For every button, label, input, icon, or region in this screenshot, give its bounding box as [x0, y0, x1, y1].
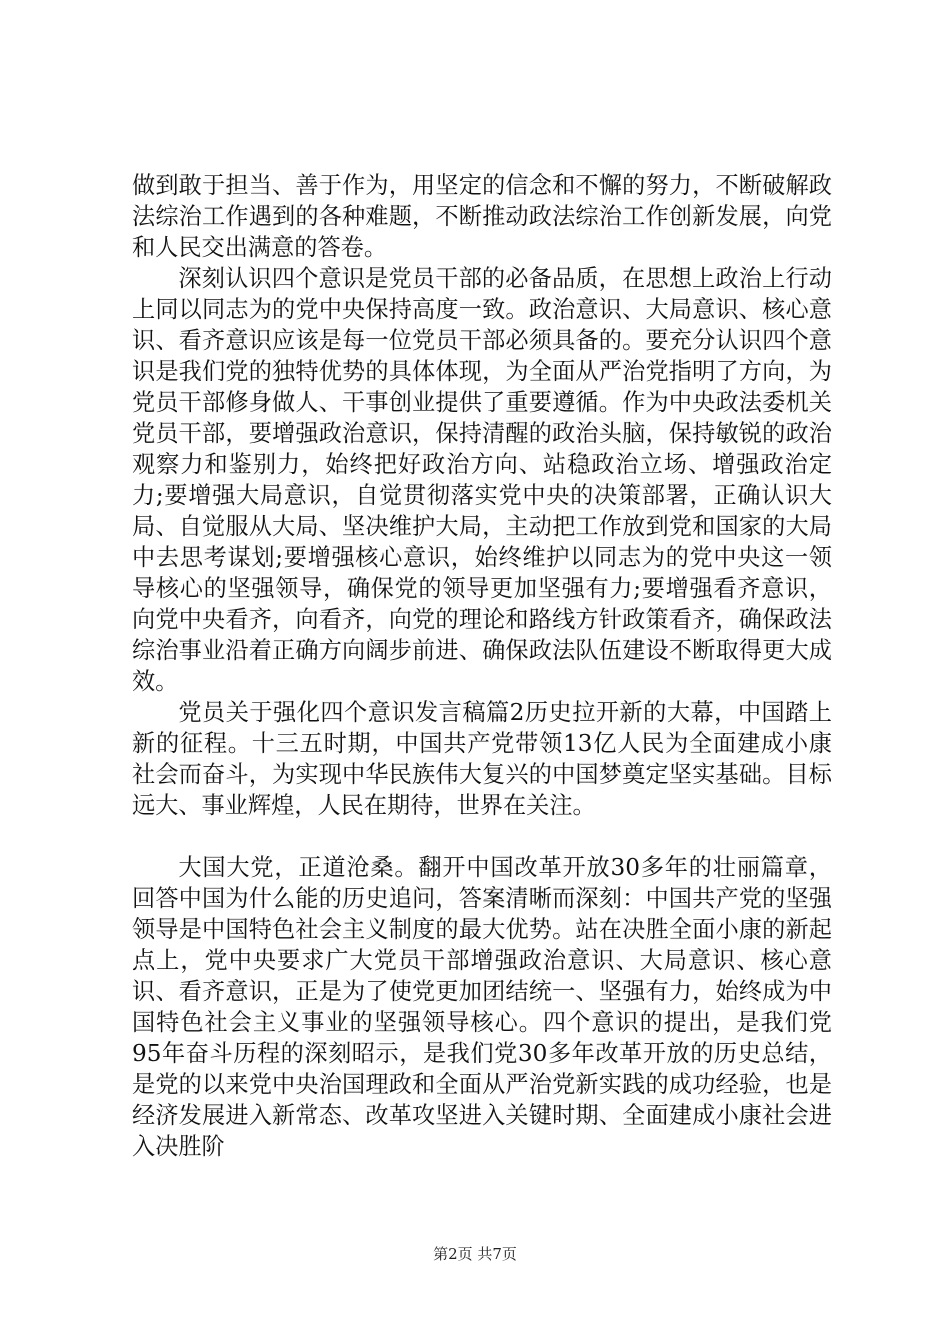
- paragraph-gap: [132, 821, 832, 852]
- paragraph-continued: 做到敢于担当、善于作为，用坚定的信念和不懈的努力，不断破解政法综治工作遇到的各种难题，不断推动政法综治工作创新发展，向党和人民交出满意的答卷。: [132, 172, 832, 261]
- document-body: [132, 170, 832, 1162]
- page-number-footer: 第2页 共7页: [433, 1245, 517, 1263]
- paragraph-four-consciousness: 深刻认识四个意识是党员干部的必备品质，在思想上政治上行动上同以同志为的党中央保持高度一致。政治意识、大局意识、核心意识、看齐意识应该是每一位党员干部必须具备的。要充分认识四个意识是我们党的独特优势的具体体现，为全面从严治党指明了方向，为党员干部修身做人、干事创业提供了重要遵循。作为中央政法委机关党员干部，要增强政治意识，保持清醒的政治头脑，保持敏锐的政治观察力和鉴别力，始终把好政治方向、站稳政治立场、增强政治定力;要增强大局意识，自觉贯彻落实党中央的决策部署，正确认识大局、自觉服从大局、坚决维护大局，主动把工作放到党和国家的大局中去思考谋划;要增强核心意识，始终维护以同志为的党中央这一领导核心的坚强领导，确保党的领导更加坚强有力;要增强看齐意识，向党中央看齐，向看齐，向党的理论和路线方针政策看齐，确保政法综治事业沿着正确方向阔步前进、确保政法队伍建设不断取得更大成效。: [132, 265, 832, 695]
- paragraph-speech-part-2: 党员关于强化四个意识发言稿篇2历史拉开新的大幕，中国踏上新的征程。十三五时期，中国共产党带领13亿人民为全面建成小康社会而奋斗，为实现中华民族伟大复兴的中国梦奠定坚实基础。目标远大、事业辉煌，人民在期待，世界在关注。: [132, 699, 832, 819]
- paragraph-great-party: 大国大党，正道沧桑。翻开中国改革开放30多年的壮丽篇章，回答中国为什么能的历史追问，答案清晰而深刻：中国共产党的坚强领导是中国特色社会主义制度的最大优势。站在决胜全面小康的新起点上，党中央要求广大党员干部增强政治意识、大局意识、核心意识、看齐意识，正是为了使党更加团结统一、坚强有力，始终成为中国特色社会主义事业的坚强领导核心。四个意识的提出，是我们党95年奋斗历程的深刻昭示，是我们党30多年改革开放的历史总结，是党的以来党中央治国理政和全面从严治党新实践的成功经验，也是经济发展进入新常态、改革攻坚进入关键时期、全面建成小康社会进入决胜阶: [132, 854, 832, 1160]
